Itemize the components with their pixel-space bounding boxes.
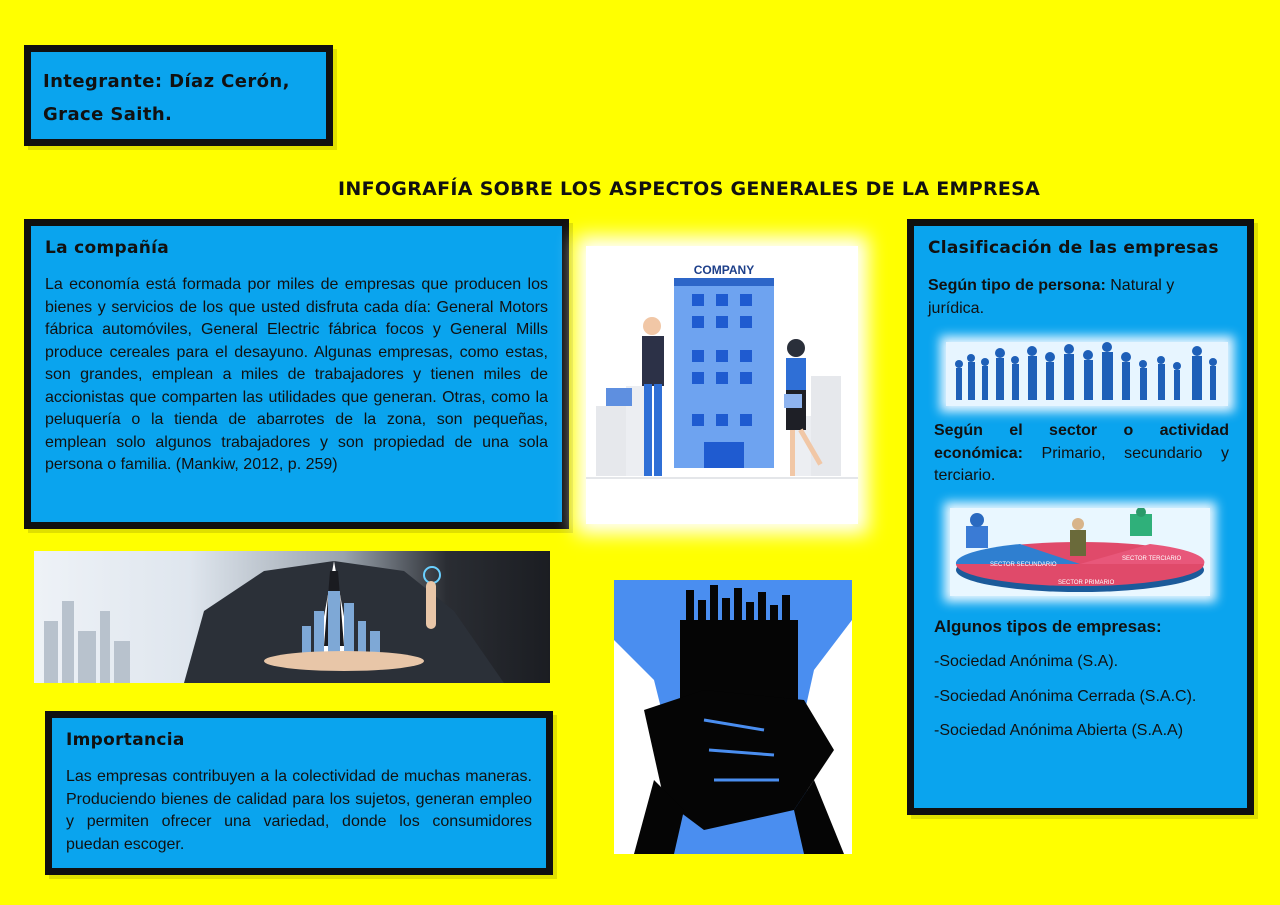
sector-secondary-label: SECTOR SECUNDARIO [990, 561, 1057, 568]
company-text: La economía está formada por miles de empresas que producen los bienes y servicios de los que usted disfruta cada día: General Motors fábrica automóviles, General Electric fábrica focos y General Mills produce cereales para el desayuno. Algunas empresas, como estas, son grandes, emplean a miles de trabajadores y tienen miles de accionistas que comparten las utilidades que generan. Otras, como la peluquería o la tienda de abarrotes de la zona, son pequeñas, emplean solo algunos trabajadores y son propiedad de una sola persona o familia. (Mankiw, 2012, p. 259) [45, 276, 548, 473]
sector-primary-label: SECTOR PRIMARIO [1058, 579, 1115, 586]
classification-heading: Clasificación de las empresas [928, 238, 1219, 258]
importance-heading: Importancia [66, 730, 185, 750]
classification-by-sector [934, 420, 1229, 488]
business-city-image [34, 551, 550, 683]
economic-sectors-image [950, 508, 1210, 596]
importance-section [45, 711, 553, 875]
handshake-image [614, 580, 852, 854]
by-person-label: Según tipo de persona: [928, 277, 1106, 294]
company-section [24, 219, 569, 529]
type-item: -Sociedad Anónima (S.A). [934, 653, 1119, 670]
importance-text: Las empresas contribuyen a la colectividad de muchas maneras. Produciendo bienes de calidad para los sujetos, generan empleo y permiten ofrecer una variedad, donde los consumidores puedan escoger. [66, 768, 532, 853]
sector-tertiary-label: SECTOR TERCIARIO [1122, 555, 1182, 562]
type-item: -Sociedad Anónima Abierta (S.A.A) [934, 722, 1184, 739]
authors-box [24, 45, 333, 146]
company-heading: La compañía [45, 238, 170, 258]
company-sign-text: COMPANY [693, 263, 755, 277]
by-person-value: Natural y jurídica. [928, 277, 1175, 317]
authors-line-1: Integrante: Díaz Cerón, [43, 71, 290, 92]
types-heading-text: Algunos tipos de empresas: [934, 616, 1162, 636]
classification-by-person [928, 275, 1229, 320]
by-sector-value: Primario, secundario y terciario. [934, 444, 1229, 484]
type-item: -Sociedad Anónima Cerrada (S.A.C). [934, 687, 1197, 705]
people-crowd-image [946, 342, 1228, 406]
page-title: INFOGRAFÍA SOBRE LOS ASPECTOS GENERALES DE LA EMPRESA [338, 178, 1041, 200]
types-heading [934, 616, 1229, 639]
company-building-illustration [586, 246, 858, 524]
by-sector-label: Según el sector o actividad económica: [934, 422, 1229, 462]
classification-section [907, 219, 1254, 815]
authors-line-2: Grace Saith. [43, 104, 173, 125]
